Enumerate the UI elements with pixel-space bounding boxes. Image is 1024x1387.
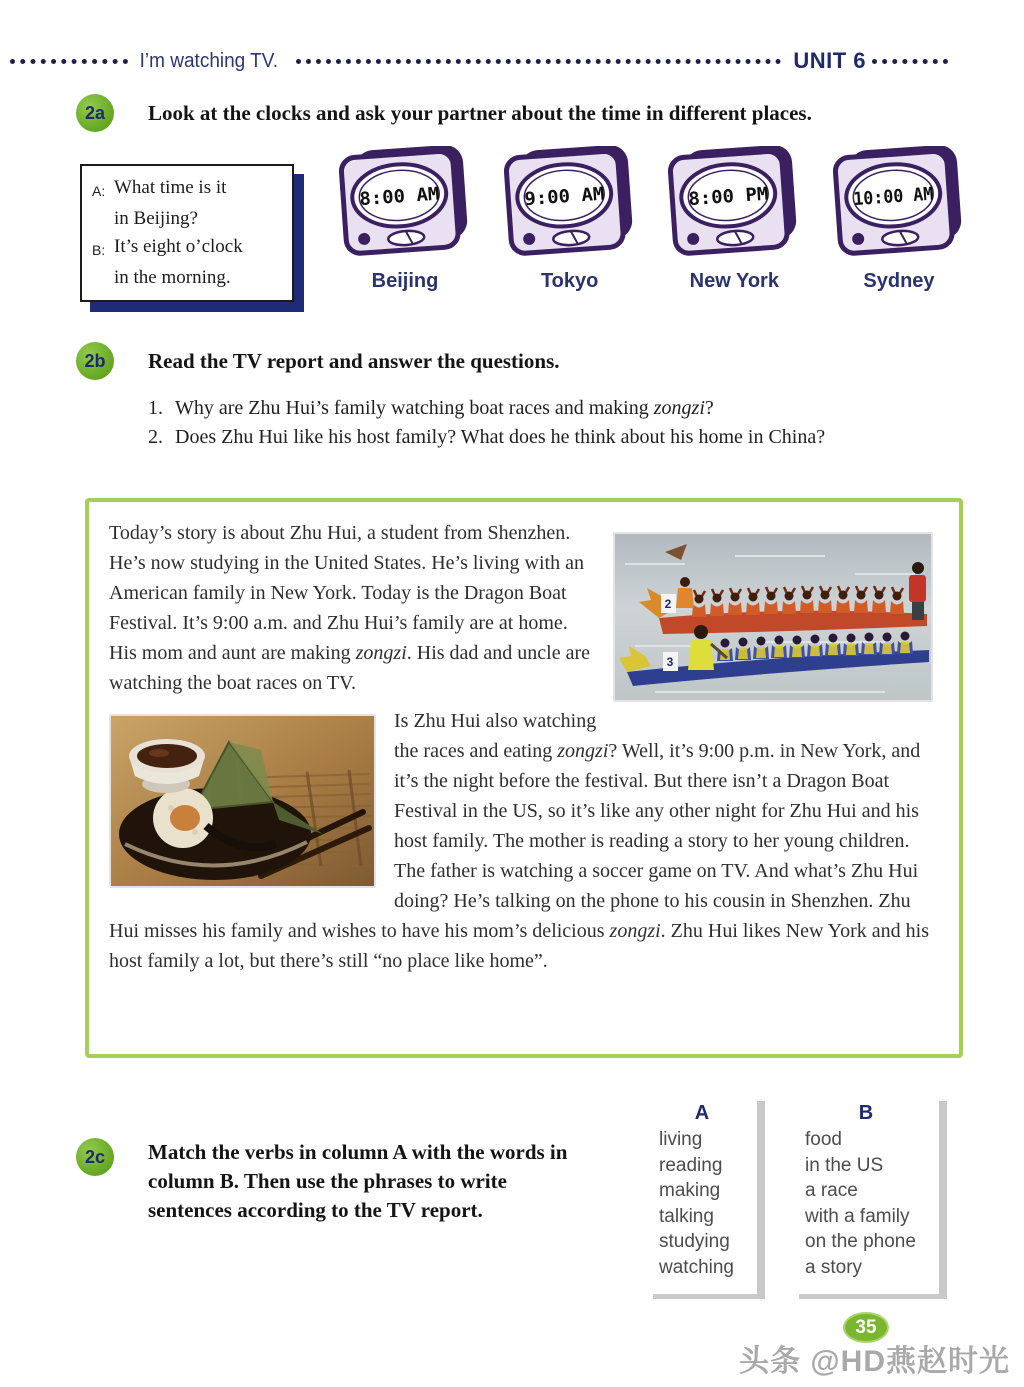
question-item [148,394,920,423]
dialog-text: What time is it [114,177,227,198]
column-a-header: A [694,1102,710,1124]
section-badge-2a: 2a [76,94,114,132]
unit-label: UNIT 6 [793,48,866,73]
dialog-line [92,233,284,264]
match-columns [645,1096,939,1294]
column-a-item: reading [659,1154,723,1176]
page-header [10,48,948,74]
digital-clock-icon [501,146,639,266]
section-badge-2b: 2b [76,342,114,380]
column-b-card [791,1096,939,1294]
column-a-item: studying [659,1231,730,1252]
question-item [148,423,920,452]
speaker-a-label: A: [92,183,106,199]
report-text-part: . His dad and uncle are watching the boat races on TV. [109,642,591,694]
column-b-item: a story [805,1256,863,1278]
dialog-text: It’s eight o’clock [114,236,243,257]
report-text-part: . Zhu Hui likes New York and his host family a lot, but there’s still “no place like home”. [109,920,929,972]
digital-clock-icon [830,146,968,266]
digital-clock-icon [665,146,803,266]
clock-beijing [327,146,483,293]
tv-report-box [85,498,963,1058]
column-b-item: food [805,1129,842,1150]
digital-clock-icon [336,146,474,266]
clock-time-display: 8:00 AM [358,183,436,211]
column-b-header: B [858,1102,874,1124]
report-italic-word: zongzi [557,740,609,762]
clock-tokyo [492,146,648,293]
clock-time-display: 10:00 AM [852,183,941,211]
instruction-2a: Look at the clocks and ask your partner about the time in different places. [148,101,812,125]
question-text-part: Why are Zhu Hui’s family watching boat races and making [175,397,654,419]
report-text-part: ? Well, it’s 9:00 p.m. in New York, and it’s the night before the festival. But there isn’t a Dragon Boat Festival in the US, so it’s like any other night for Zhu Hui and his host family. The mother is reading a story to her young children. The father is watching a soccer game on TV. And what’s Zhu Hui doing? He’s talking on the phone to his cousin in Shenzhen. Zhu Hui misses his family and wishes to have his mom’s delicious [109,740,921,942]
page-number-badge: 35 [843,1312,889,1343]
question-text-part: ? [704,397,714,419]
clock-city-label: Tokyo [540,270,599,292]
column-b-item: in the US [805,1154,884,1176]
column-a-item: making [659,1180,721,1201]
instruction-2b: Read the TV report and answer the questions. [148,349,560,373]
dialog-line: in Beijing? [114,208,198,229]
boat-number-plate: 3 [666,655,674,669]
dotted-rule [872,59,948,64]
dialog-line: in the morning. [114,267,231,288]
question-number: 1. [148,397,163,419]
clock-city-label: New York [689,270,779,292]
question-text [175,394,920,423]
column-a-item: talking [659,1205,714,1227]
zongzi-dish-photo [109,714,376,888]
column-a-card [645,1096,757,1294]
clock-city-label: Sydney [863,270,935,292]
tv-report-text [109,518,937,984]
dotted-rule [296,59,782,64]
question-text-part: Does Zhu Hui like his host family? What does he think about his home in China? [175,426,826,448]
watermark: 头条 @HD燕赵时光 [739,1345,1010,1378]
clock-city-label: Beijing [371,270,439,292]
clock-time-display: 8:00 PM [688,183,766,211]
report-italic-word: zongzi [609,920,661,942]
column-b-item: on the phone [805,1231,916,1252]
question-text [175,423,920,452]
column-a-item: living [659,1129,703,1150]
dragon-boat-race-photo [613,532,933,702]
question-list [148,394,920,452]
instruction-2c: Match the verbs in column A with the words in column B. Then use the phrases to write sentences according to the TV report. [148,1140,568,1222]
report-text-part: Is Zhu Hui also watching the races and eating [394,710,597,762]
clock-new-york [656,146,812,293]
question-italic-word: zongzi [653,397,705,419]
boat-number-plate: 2 [664,597,672,611]
dotted-rule [10,59,128,64]
speaker-b-label: B: [92,242,106,258]
lesson-title: I’m watching TV. [139,49,278,72]
column-b-item: a race [805,1180,858,1201]
clocks-row [327,146,977,293]
report-text-part: Today’s story is about Zhu Hui, a student from Shenzhen. He’s now studying in the United States. He’s living with an American family in New York. Today is the Dragon Boat Festival. It’s 9:00 a.m. and Zhu Hui’s family are at home. His mom and aunt are making [109,522,584,664]
question-number: 2. [148,426,163,448]
report-italic-word: zongzi [355,642,407,664]
section-badge-2c: 2c [76,1138,114,1176]
dialog-line [92,174,284,205]
column-a-item: watching [659,1256,734,1278]
clock-sydney [821,146,977,293]
column-b-item: with a family [805,1205,910,1227]
clock-time-display: 9:00 AM [523,183,601,211]
dialog-box [80,164,294,302]
